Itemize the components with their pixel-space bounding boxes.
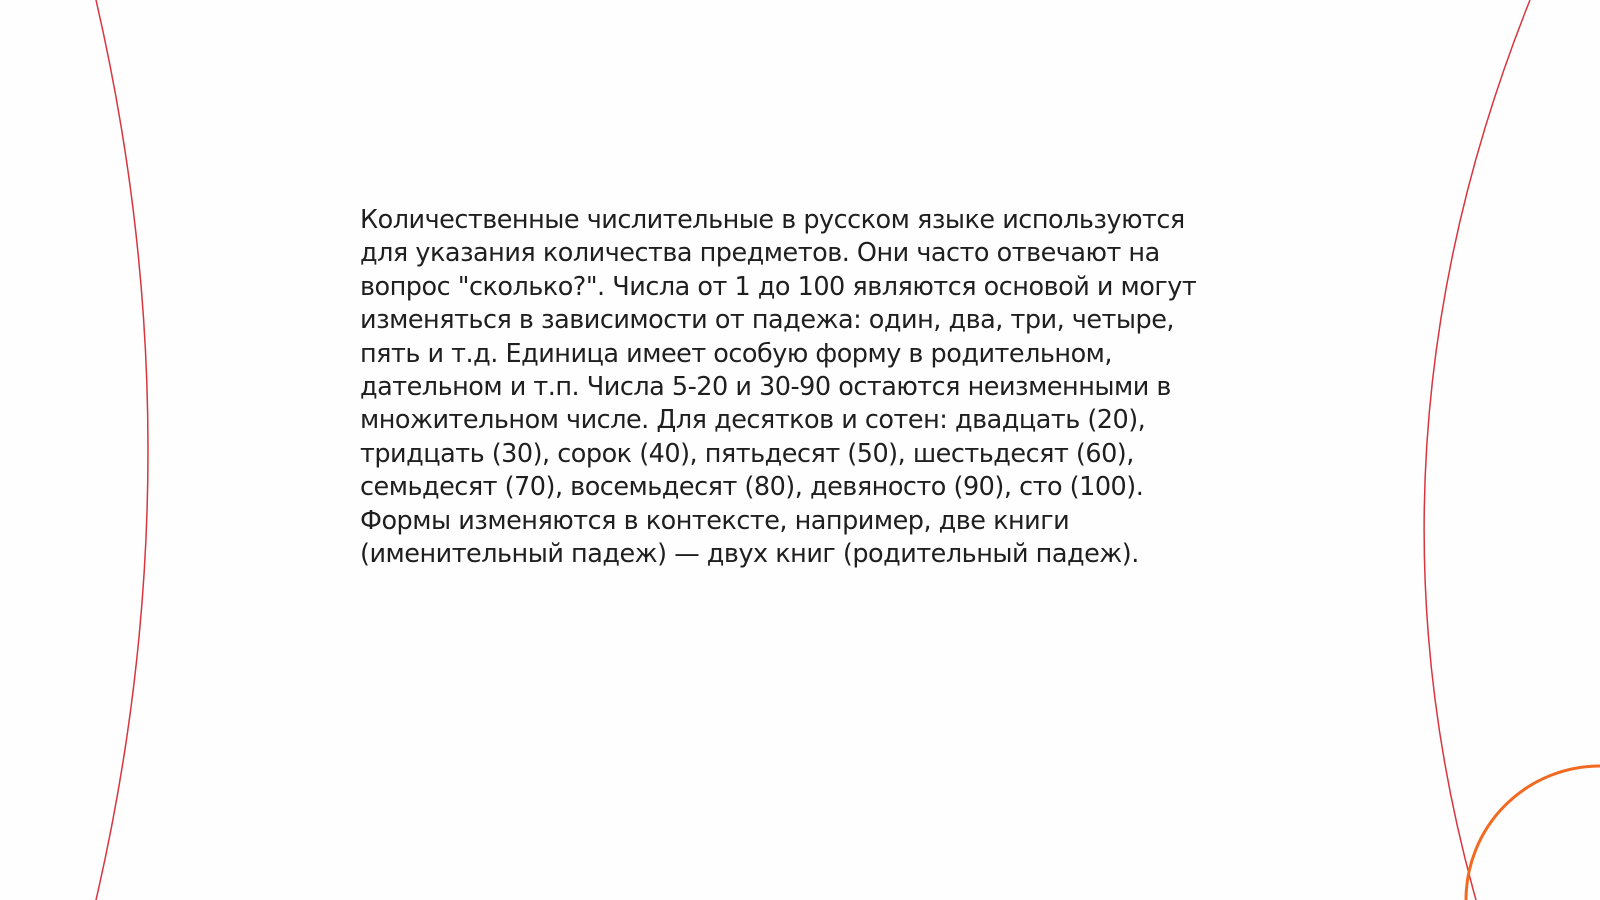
right-red-curve	[1424, 0, 1530, 900]
orange-arc	[1466, 766, 1600, 900]
left-red-curve	[96, 0, 148, 900]
body-paragraph: Количественные числительные в русском языке используются для указания количества предметов. Они часто отвечают на вопрос "сколько?". Числа от 1 до 100 являются основой и могут изменяться в зависимости от падежа: один, два, три, четыре, пять и т.д. Единица имеет особую форму в родительном, дательном и т.п. Числа 5-20 и 30-90 остаются неизменными в множительном числе. Для десятков и сотен: двадцать (20), тридцать (30), сорок (40), пятьдесят (50), шестьдесят (60), семьдесят (70), восемьдесят (80), девяносто (90), сто (100). Формы изменяются в контексте, например, две книги (именительный падеж) — двух книг (родительный падеж).	[360, 205, 1197, 570]
